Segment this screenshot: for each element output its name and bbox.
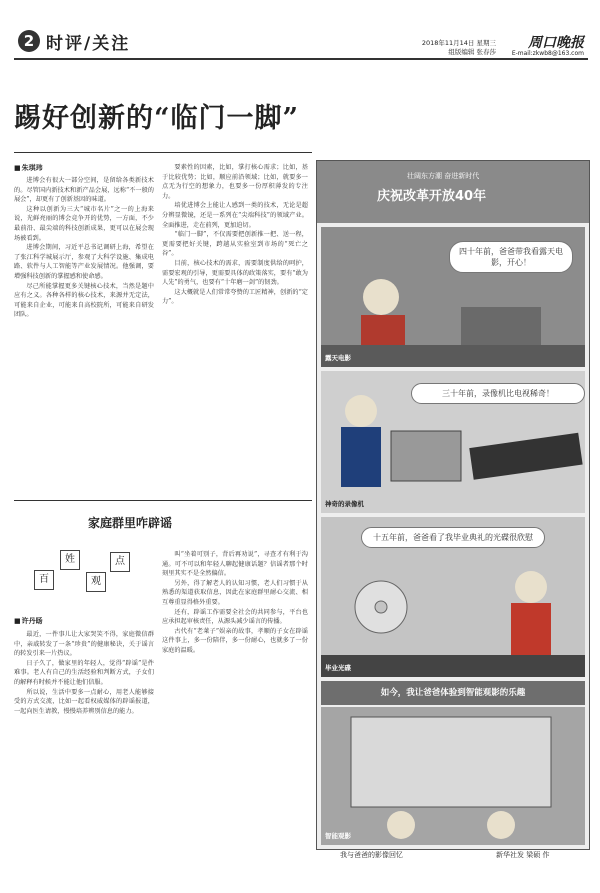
- panel-label: 毕业光碟: [325, 664, 351, 672]
- paragraph: 另外，得了解老人的认知习惯，老人们习惯于从熟悉的渠道获取信息，因此在家庭群里耐心交流、相互尊重显得格外重要。: [162, 579, 308, 606]
- paragraph: 最近，一件事儿让大家哭笑不得，家庭微信群中，亲戚转发了一条“珍贵”的健康秘诀，关于谣言的转发引来一片热议。: [14, 631, 154, 658]
- paragraph: 尽己所能掌握更多关键核心技术，当然是题中应有之义。各种各样的核心技术，来源并无定法，可能来自企业，可能来自高校院所，可能来自研发团队。: [14, 282, 154, 319]
- comic-header: [317, 161, 589, 223]
- section-title: 时评/关注: [46, 34, 131, 54]
- smart-tv-scene-icon: [321, 707, 585, 845]
- paragraph: 进博会期间，习近平总书记调研上海，希望在了张江科学城展示厅，参观了大科学设施、集成电路、软件与人工智能等产业发展情况。他强调，要增强科技创新的掌握感和使命感。: [14, 244, 154, 280]
- comic-panel-vcr: [321, 371, 585, 513]
- issue-date: 2018年11月14日 星期三: [421, 39, 496, 47]
- article2-column-2: [162, 550, 308, 844]
- comic-caption: 我与爸爸的影像回忆: [340, 851, 403, 859]
- page-number: 2: [18, 30, 40, 52]
- comic-panel-smart-viewing: [321, 707, 585, 845]
- column-logo: [34, 548, 130, 594]
- article-headline: 踢好创新的“临门一脚”: [14, 103, 300, 134]
- comic-banner: 如今，我让爸爸体验到智能观影的乐趣: [321, 681, 585, 705]
- article1-column-1: [14, 176, 154, 494]
- speech-bubble: 四十年前，爸爸带我看露天电影，开心！: [449, 241, 573, 273]
- article2-column-1: [14, 630, 154, 844]
- comic-subtitle: 壮阔东方潮 奋进新时代: [407, 172, 480, 180]
- contact-email: E-mail:zkwb8@163.com: [511, 50, 584, 57]
- panel-label: 神奇的录像机: [325, 500, 364, 508]
- paragraph: 进博会有很大一部分空间，是留给各类新技术的。尽管国内新技术和新产品会展，远称“不一般的展会”，却更有了创新基因的味道。: [14, 177, 154, 204]
- panel-label: 露天电影: [325, 354, 351, 362]
- paragraph: 目前，核心技术的需求，需要制度供给的呵护，需要宏观的引导，更需要具体的政策落实，要有“敢为人先”的勇气，也要有“十年磨一剑”的韧劲。: [162, 259, 308, 287]
- paragraph: 培优进博会上能让人感到一类的技术，无论是超分辨显微镜，还是一系列在“尖端科技”的领域产业。全面推进，走在前列，更加迫切。: [162, 202, 308, 229]
- comic-panel-graduation-disc: [321, 517, 585, 677]
- article-divider: [14, 500, 312, 501]
- comic-credit: 新华社发 梁硕 作: [496, 851, 550, 859]
- headline-rule: [14, 152, 312, 153]
- page-header: [14, 28, 588, 70]
- newspaper-masthead: 周口晚报: [528, 35, 584, 51]
- paragraph: 这种以创新为三大“城市名片”之一的上海来说，光鲜亮丽的博会竞争开的优势，一方面，不少最前沿、最尖端的科技创新成果，更可以在展会现场被看到。: [14, 205, 154, 242]
- paragraph: “临门一脚”，不仅需要把创新推一把、送一程，更需要把好关键，跨越从实验室到市场的“死亡之谷”。: [162, 231, 308, 258]
- article1-column-2: [162, 163, 308, 494]
- paragraph: 这大概就是人们常常夸赞的工匠精神，创新的“定力”。: [162, 288, 308, 306]
- paragraph: 叫“坐着可别子，背后再劝说”，寻查才有利于沟通。可不可以和年轻人聊起健康话题？信谣者那个时刻里其实不是全然偏信。: [162, 551, 308, 578]
- logo-char: 百: [34, 570, 54, 590]
- editor-credit: 组版编辑 张春莎: [448, 48, 496, 56]
- panel-label: 智能观影: [325, 832, 351, 840]
- header-rule: [14, 58, 588, 60]
- article1-byline: ■ 朱琪玮: [14, 163, 43, 173]
- paragraph: 古代有“老莱子”娱亲的故事，孝顺的子女在辟谣这件事上，多一份陪伴，多一份耐心，也就多了一份家庭的温暖。: [162, 627, 308, 654]
- article2-byline: ■ 许丹旸: [14, 616, 43, 626]
- paragraph: 日子久了，做家里的年轻人，觉得“辟谣”是件难事。老人有自己的生活经验和判断方式，子女们的解释有时候并不能让他们信服。: [14, 659, 154, 686]
- article2-title: 家庭群里咋辟谣: [88, 516, 173, 530]
- comic-title: 庆祝改革开放40年: [377, 189, 487, 204]
- paragraph: 要素性的因素，比如，掌打核心需求；比如，基于比较优势；比如，顺应前沿领域；比如，就要多一点无为行空的想象力，也要多一份厚积薄发的专注力。: [162, 164, 308, 200]
- logo-char: 姓: [60, 550, 80, 570]
- paragraph: 所以说，生活中要多一点耐心，用老人能够接受的方式交流，比如一起看权威媒体的辟谣报道，一起向医生请教，慢慢培养辨别信息的能力。: [14, 688, 154, 715]
- comic-panel-outdoor-movie: [321, 227, 585, 367]
- paragraph: 还有，辟谣工作需要全社会的共同参与，平台也应承担起审核责任，从源头减少谣言的传播。: [162, 608, 308, 626]
- logo-char: 点: [110, 552, 130, 572]
- speech-bubble: 三十年前，录像机比电视稀奇！: [411, 383, 585, 404]
- logo-char: 观: [86, 572, 106, 592]
- comic-illustration: [316, 160, 590, 850]
- speech-bubble: 十五年前，爸爸看了我毕业典礼的光碟很欣慰: [361, 527, 545, 548]
